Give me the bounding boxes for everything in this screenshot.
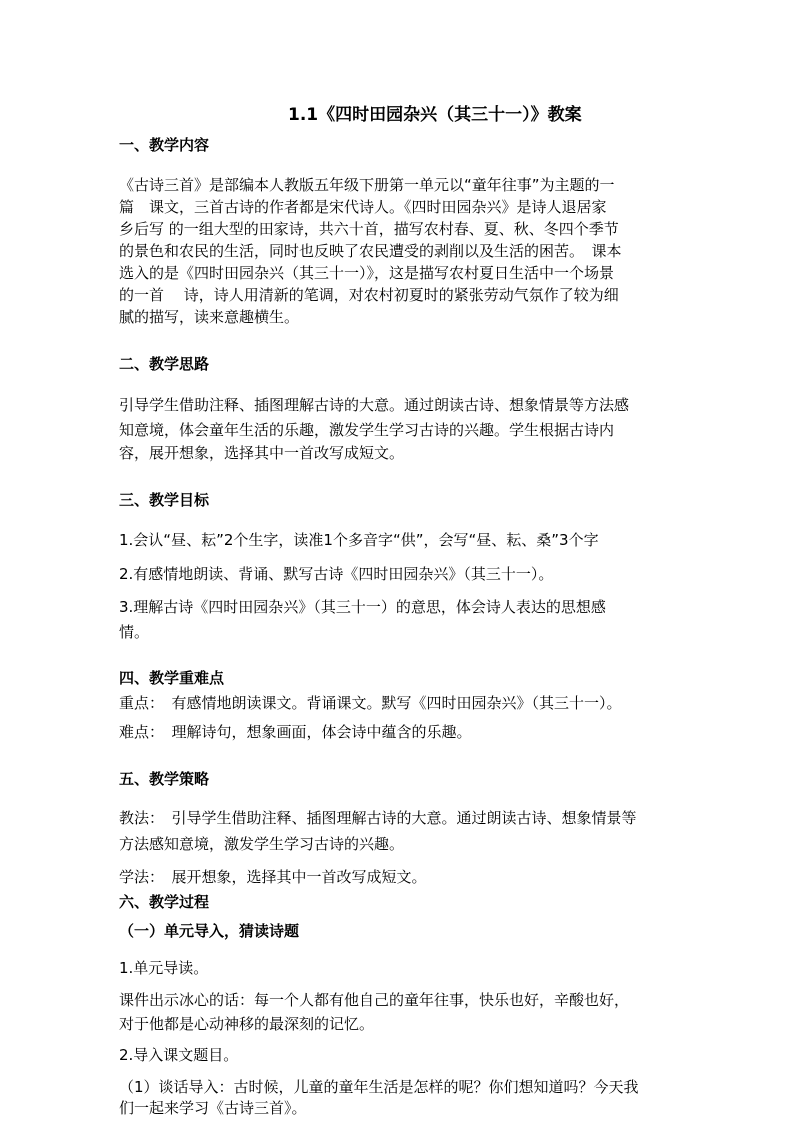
process-line: 对于他都是心动神移的最深刻的记忆。 (119, 1015, 375, 1033)
difficulty-line: 难点： 理解诗句，想象画面，体会诗中蕴含的乐趣。 (119, 723, 472, 741)
key-point-line: 重点： 有感情地朗读课文。背诵课文。默写《四时田园杂兴》（其三十一）。 (119, 694, 622, 712)
paragraph-line: 选入的是《四时田园杂兴（其三十一）》，这是描写农村夏日生活中一个场景 (119, 264, 615, 282)
objective-item-continued: 情。 (119, 623, 150, 641)
section-heading-approach: 二、教学思路 (119, 355, 210, 373)
paragraph-line: 腻的描写，读来意趣横生。 (119, 308, 300, 326)
teaching-method-line: 教法： 引导学生借助注释、插图理解古诗的大意。通过朗读古诗、想象情景等 (119, 809, 637, 827)
paragraph-line: 乡后写 的一组大型的田家诗，共六十首，描写农村春、夏、秋、冬四个季节 (119, 220, 619, 238)
paragraph-line: 容，展开想象，选择其中一首改写成短文。 (119, 444, 405, 462)
document-title: 1.1《四时田园杂兴（其三十一）》教案 (288, 105, 582, 125)
paragraph-line: 的景色和农民的生活，同时也反映了农民遭受的剥削以及生活的困苦。 课本 (119, 242, 622, 260)
paragraph-line: 的一首 诗，诗人用清新的笔调，对农村初夏时的紧张劳动气氛作了较为细 (119, 286, 619, 304)
section-heading-objectives: 三、教学目标 (119, 491, 210, 509)
paragraph-line: 知意境，体会童年生活的乐趣，激发学生学习古诗的兴趣。学生根据古诗内 (119, 421, 615, 439)
section-heading-content: 一、教学内容 (119, 136, 210, 154)
paragraph-line: 篇 课文，三首古诗的作者都是宋代诗人。《四时田园杂兴》是诗人退居家 (119, 198, 607, 216)
subsection-heading: （一）单元导入，猜读诗题 (119, 922, 300, 940)
process-line: 课件出示冰心的话：每一个人都有他自己的童年往事，快乐也好，辛酸也好， (119, 991, 630, 1009)
process-line: （1）谈话导入：古时候，儿童的童年生活是怎样的呢？你们想知道吗？今天我 (119, 1078, 639, 1096)
section-heading-process: 六、教学过程 (119, 893, 210, 911)
process-line: 们一起来学习《古诗三首》。 (119, 1099, 307, 1117)
section-heading-strategy: 五、教学策略 (119, 770, 210, 788)
process-line: 2.导入课文题目。 (119, 1046, 239, 1064)
process-line: 1.单元导读。 (119, 959, 209, 977)
learning-method-line: 学法： 展开想象，选择其中一首改写成短文。 (119, 868, 427, 886)
objective-item: 3.理解古诗《四时田园杂兴》（其三十一）的意思，体会诗人表达的思想感 (119, 598, 606, 616)
paragraph-line: 引导学生借助注释、插图理解古诗的大意。通过朗读古诗、想象情景等方法感 (119, 396, 630, 414)
objective-item: 2.有感情地朗读、背诵、默写古诗《四时田园杂兴》（其三十一）。 (119, 565, 554, 583)
paragraph-line: 《古诗三首》是部编本人教版五年级下册第一单元以“童年往事”为主题的一 (119, 176, 615, 194)
section-heading-key-points: 四、教学重难点 (119, 669, 225, 687)
teaching-method-line: 方法感知意境，激发学生学习古诗的兴趣。 (119, 835, 405, 853)
objective-item: 1.会认“昼、耘”2个生字，读准1个多音字“供”，会写“昼、耘、桑”3个字 (119, 531, 599, 549)
